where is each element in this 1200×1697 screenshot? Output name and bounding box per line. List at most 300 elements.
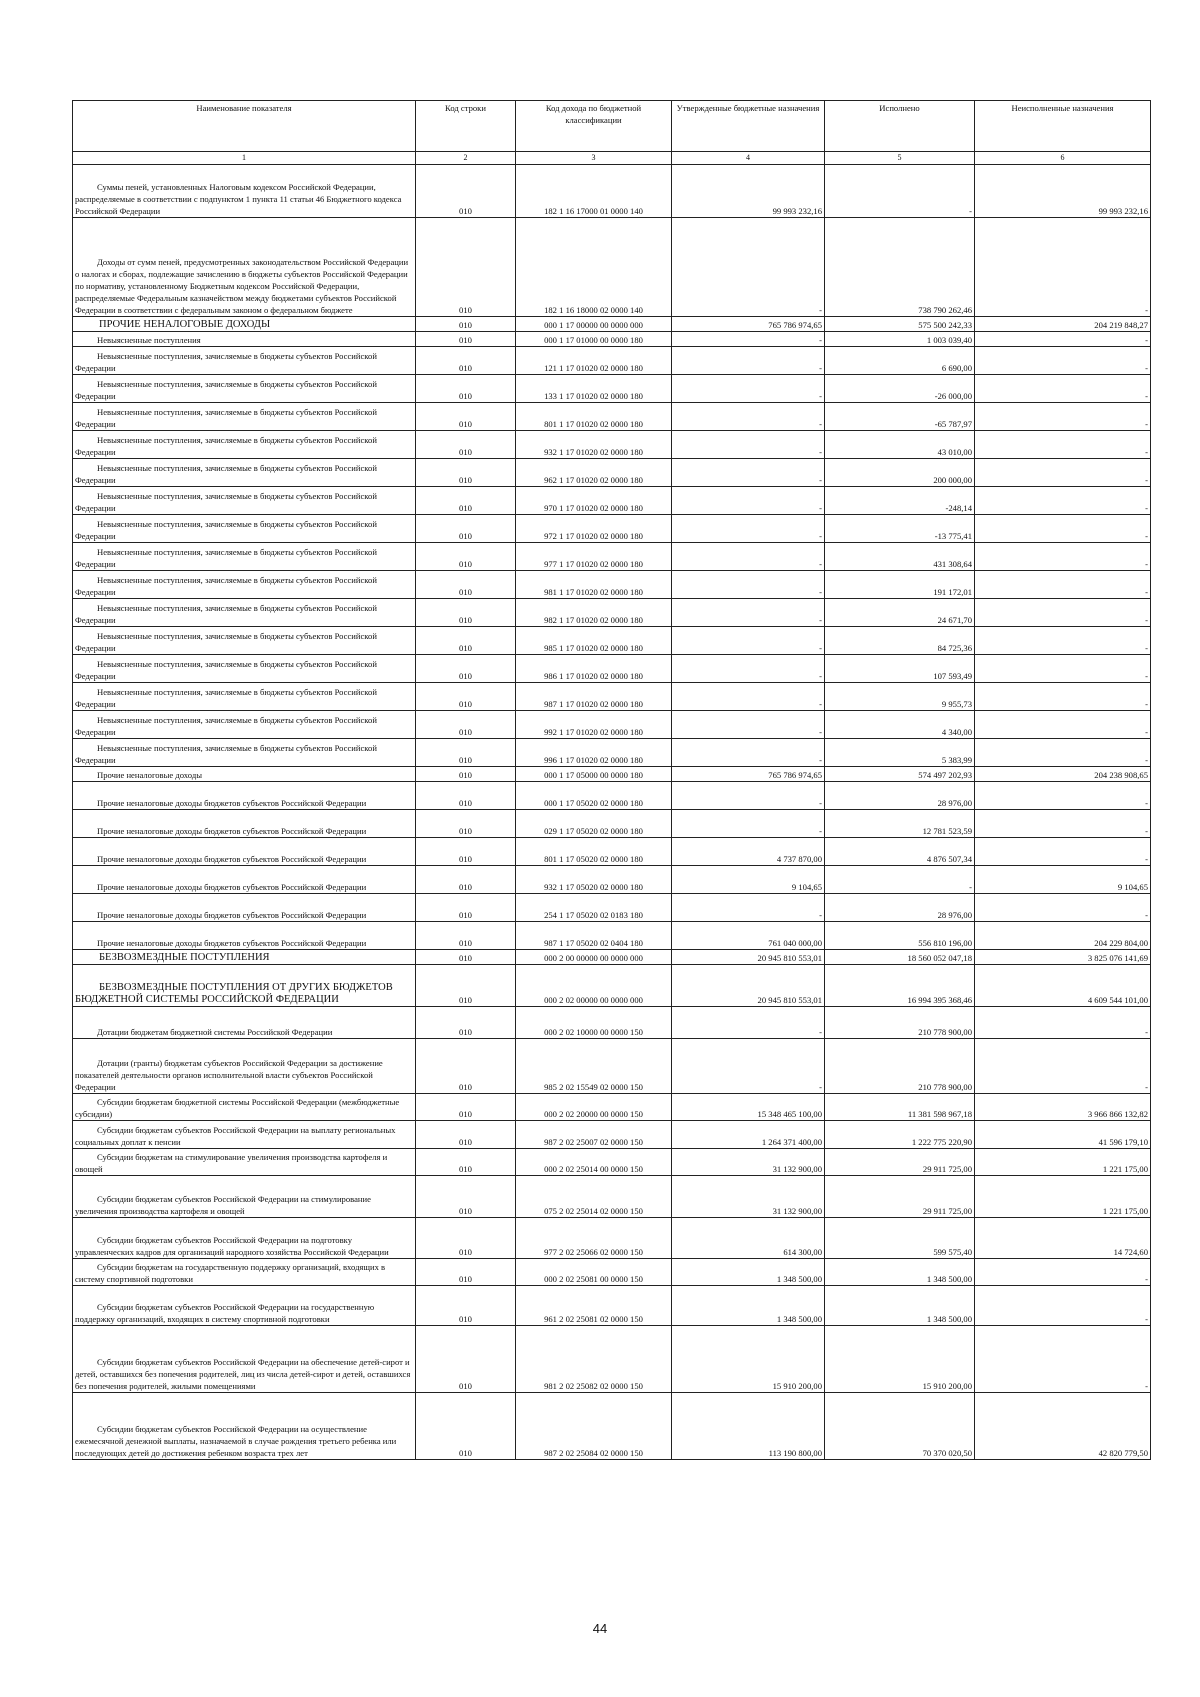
row-indicator-name-cell (73, 403, 416, 431)
row-unexecuted-amount: - (975, 218, 1151, 317)
row-income-code: 000 2 02 20000 00 0000 150 (516, 1094, 672, 1121)
row-unexecuted-amount: - (975, 332, 1151, 347)
row-executed-amount: 4 340,00 (825, 711, 975, 739)
row-executed-amount: 11 381 598 967,18 (825, 1094, 975, 1121)
row-indicator-name-cell (73, 739, 416, 767)
row-approved-amount: 113 190 800,00 (672, 1393, 825, 1460)
row-approved-amount: - (672, 431, 825, 459)
row-executed-amount: 12 781 523,59 (825, 810, 975, 838)
row-approved-amount: - (672, 487, 825, 515)
row-executed-amount: 1 003 039,40 (825, 332, 975, 347)
row-unexecuted-amount: - (975, 627, 1151, 655)
page-number: 44 (592, 1621, 608, 1636)
row-approved-amount: - (672, 627, 825, 655)
table-row (73, 1326, 1151, 1393)
row-approved-amount: - (672, 1007, 825, 1039)
table-row (73, 543, 1151, 571)
column-number-row (73, 152, 1151, 165)
row-executed-amount: 5 383,99 (825, 739, 975, 767)
row-approved-amount: 765 786 974,65 (672, 317, 825, 332)
row-income-code: 992 1 17 01020 02 0000 180 (516, 711, 672, 739)
row-approved-amount: - (672, 1039, 825, 1094)
row-income-code: 000 2 02 10000 00 0000 150 (516, 1007, 672, 1039)
table-row (73, 782, 1151, 810)
row-executed-amount: 191 172,01 (825, 571, 975, 599)
row-income-code: 075 2 02 25014 02 0000 150 (516, 1176, 672, 1218)
row-income-code: 000 2 02 00000 00 0000 000 (516, 965, 672, 1007)
row-approved-amount: - (672, 403, 825, 431)
row-indicator-name: Дотации (гранты) бюджетам субъектов Российской Федерации за достижение показателей деятельности органов исполнительной власти субъектов Российской Федерации (75, 1058, 383, 1092)
row-unexecuted-amount: - (975, 782, 1151, 810)
row-unexecuted-amount: 204 229 804,00 (975, 922, 1151, 950)
header-approved: Утвержденные бюджетные назначения (672, 101, 825, 152)
row-indicator-name-cell (73, 1007, 416, 1039)
row-approved-amount: - (672, 711, 825, 739)
row-unexecuted-amount: - (975, 599, 1151, 627)
row-indicator-name-cell (73, 683, 416, 711)
row-unexecuted-amount: - (975, 1286, 1151, 1326)
table-row (73, 894, 1151, 922)
table-row (73, 965, 1151, 1007)
row-line-code: 010 (416, 1326, 516, 1393)
row-indicator-name-cell (73, 332, 416, 347)
row-unexecuted-amount: - (975, 838, 1151, 866)
row-line-code: 010 (416, 1259, 516, 1286)
row-unexecuted-amount: - (975, 375, 1151, 403)
row-indicator-name: Субсидии бюджетам субъектов Российской Федерации на обеспечение детей-сирот и детей, оставшихся без попечения родителей, лиц из числа детей-сирот и детей, оставшихся без попечения родителей, жилыми помещениями (75, 1357, 411, 1391)
budget-report-table (72, 100, 1151, 1460)
table-row (73, 1393, 1151, 1460)
row-indicator-name-cell (73, 1121, 416, 1149)
row-executed-amount: 1 348 500,00 (825, 1259, 975, 1286)
row-unexecuted-amount: - (975, 543, 1151, 571)
table-row (73, 767, 1151, 782)
row-indicator-name-cell (73, 543, 416, 571)
row-indicator-name-cell (73, 782, 416, 810)
row-executed-amount: 9 955,73 (825, 683, 975, 711)
row-unexecuted-amount: - (975, 1326, 1151, 1393)
row-indicator-name: БЕЗВОЗМЕЗДНЫЕ ПОСТУПЛЕНИЯ ОТ ДРУГИХ БЮДЖЕТОВ БЮДЖЕТНОЙ СИСТЕМЫ РОССИЙСКОЙ ФЕДЕРАЦИИ (75, 982, 393, 1005)
column-number: 4 (672, 152, 825, 165)
row-indicator-name: Субсидии бюджетам субъектов Российской Федерации на осуществление ежемесячной денежной выплаты, назначаемой в случае рождения третьего ребенка или последующих детей до достижения ребенком возраста трех лет (75, 1424, 397, 1458)
row-unexecuted-amount: - (975, 515, 1151, 543)
row-income-code: 972 1 17 01020 02 0000 180 (516, 515, 672, 543)
row-executed-amount: 84 725,36 (825, 627, 975, 655)
row-executed-amount: 43 010,00 (825, 431, 975, 459)
row-executed-amount: 29 911 725,00 (825, 1176, 975, 1218)
row-approved-amount: - (672, 375, 825, 403)
table-row (73, 866, 1151, 894)
row-indicator-name: Субсидии бюджетам субъектов Российской Федерации на государственную поддержку организаций, входящих в систему спортивной подготовки (75, 1302, 375, 1324)
row-approved-amount: 99 993 232,16 (672, 165, 825, 218)
row-indicator-name: Суммы пеней, установленных Налоговым кодексом Российской Федерации, распределяемые в соответствии с подпунктом 1 пункта 11 статьи 46 Бюджетного кодекса Российской Федерации (75, 182, 402, 216)
row-line-code: 010 (416, 543, 516, 571)
row-line-code: 010 (416, 347, 516, 375)
row-line-code: 010 (416, 866, 516, 894)
row-executed-amount: 107 593,49 (825, 655, 975, 683)
row-approved-amount: 15 348 465 100,00 (672, 1094, 825, 1121)
row-line-code: 010 (416, 627, 516, 655)
row-indicator-name: Невыясненные поступления, зачисляемые в бюджеты субъектов Российской Федерации (75, 491, 377, 513)
row-line-code: 010 (416, 1094, 516, 1121)
row-line-code: 010 (416, 1218, 516, 1259)
row-indicator-name: Субсидии бюджетам на государственную поддержку организаций, входящих в систему спортивной подготовки (75, 1262, 386, 1284)
row-indicator-name-cell (73, 1393, 416, 1460)
row-indicator-name-cell (73, 599, 416, 627)
row-unexecuted-amount: - (975, 810, 1151, 838)
row-line-code: 010 (416, 922, 516, 950)
row-unexecuted-amount: - (975, 347, 1151, 375)
row-unexecuted-amount: - (975, 571, 1151, 599)
row-unexecuted-amount: - (975, 711, 1151, 739)
row-executed-amount: 431 308,64 (825, 543, 975, 571)
row-unexecuted-amount: 3 966 866 132,82 (975, 1094, 1151, 1121)
row-line-code: 010 (416, 1121, 516, 1149)
row-unexecuted-amount: - (975, 894, 1151, 922)
row-indicator-name-cell (73, 767, 416, 782)
row-unexecuted-amount: 99 993 232,16 (975, 165, 1151, 218)
row-executed-amount: -248,14 (825, 487, 975, 515)
row-indicator-name-cell (73, 1326, 416, 1393)
row-indicator-name-cell (73, 922, 416, 950)
table-row (73, 1218, 1151, 1259)
row-income-code: 987 2 02 25007 02 0000 150 (516, 1121, 672, 1149)
header-unexecuted: Неисполненные назначения (975, 101, 1151, 152)
row-indicator-name: БЕЗВОЗМЕЗДНЫЕ ПОСТУПЛЕНИЯ (99, 952, 270, 963)
row-line-code: 010 (416, 332, 516, 347)
row-indicator-name-cell (73, 571, 416, 599)
row-income-code: 985 2 02 15549 02 0000 150 (516, 1039, 672, 1094)
row-executed-amount: 28 976,00 (825, 782, 975, 810)
row-unexecuted-amount: 1 221 175,00 (975, 1149, 1151, 1176)
row-executed-amount: 1 348 500,00 (825, 1286, 975, 1326)
column-number: 1 (73, 152, 416, 165)
row-income-code: 121 1 17 01020 02 0000 180 (516, 347, 672, 375)
row-indicator-name-cell (73, 431, 416, 459)
row-indicator-name: Невыясненные поступления, зачисляемые в бюджеты субъектов Российской Федерации (75, 379, 377, 401)
table-row (73, 922, 1151, 950)
row-indicator-name: Невыясненные поступления, зачисляемые в бюджеты субъектов Российской Федерации (75, 687, 377, 709)
row-income-code: 977 2 02 25066 02 0000 150 (516, 1218, 672, 1259)
row-income-code: 985 1 17 01020 02 0000 180 (516, 627, 672, 655)
table-row (73, 347, 1151, 375)
row-unexecuted-amount: - (975, 487, 1151, 515)
header-row (73, 101, 1151, 152)
row-indicator-name-cell (73, 1286, 416, 1326)
row-income-code: 962 1 17 01020 02 0000 180 (516, 459, 672, 487)
row-indicator-name: Прочие неналоговые доходы (97, 770, 202, 780)
row-executed-amount: 28 976,00 (825, 894, 975, 922)
row-approved-amount: - (672, 515, 825, 543)
row-indicator-name-cell (73, 627, 416, 655)
row-indicator-name: Невыясненные поступления, зачисляемые в бюджеты субъектов Российской Федерации (75, 575, 377, 597)
row-indicator-name: Невыясненные поступления, зачисляемые в бюджеты субъектов Российской Федерации (75, 519, 377, 541)
row-executed-amount: 16 994 395 368,46 (825, 965, 975, 1007)
table-row (73, 1259, 1151, 1286)
row-indicator-name-cell (73, 459, 416, 487)
row-indicator-name-cell (73, 347, 416, 375)
column-number: 3 (516, 152, 672, 165)
row-income-code: 000 1 17 05020 02 0000 180 (516, 782, 672, 810)
row-indicator-name-cell (73, 810, 416, 838)
row-unexecuted-amount: 14 724,60 (975, 1218, 1151, 1259)
table-row (73, 1094, 1151, 1121)
row-line-code: 010 (416, 1393, 516, 1460)
table-row (73, 375, 1151, 403)
row-unexecuted-amount: 204 219 848,27 (975, 317, 1151, 332)
row-line-code: 010 (416, 1286, 516, 1326)
row-line-code: 010 (416, 950, 516, 965)
row-executed-amount: 18 560 052 047,18 (825, 950, 975, 965)
row-indicator-name-cell (73, 218, 416, 317)
row-unexecuted-amount: - (975, 655, 1151, 683)
row-executed-amount: 738 790 262,46 (825, 218, 975, 317)
row-income-code: 981 2 02 25082 02 0000 150 (516, 1326, 672, 1393)
table-row (73, 1286, 1151, 1326)
row-indicator-name: Невыясненные поступления, зачисляемые в бюджеты субъектов Российской Федерации (75, 435, 377, 457)
row-approved-amount: - (672, 347, 825, 375)
row-approved-amount: - (672, 332, 825, 347)
row-executed-amount: 575 500 242,33 (825, 317, 975, 332)
row-line-code: 010 (416, 403, 516, 431)
column-number: 5 (825, 152, 975, 165)
row-indicator-name-cell (73, 1218, 416, 1259)
row-indicator-name-cell (73, 375, 416, 403)
row-line-code: 010 (416, 683, 516, 711)
row-unexecuted-amount: 3 825 076 141,69 (975, 950, 1151, 965)
row-indicator-name-cell (73, 1094, 416, 1121)
row-line-code: 010 (416, 599, 516, 627)
row-income-code: 000 2 02 25014 00 0000 150 (516, 1149, 672, 1176)
row-unexecuted-amount: 9 104,65 (975, 866, 1151, 894)
table-row (73, 165, 1151, 218)
row-indicator-name: Невыясненные поступления (97, 335, 201, 345)
row-unexecuted-amount: - (975, 459, 1151, 487)
row-approved-amount: - (672, 655, 825, 683)
row-line-code: 010 (416, 810, 516, 838)
row-unexecuted-amount: 42 820 779,50 (975, 1393, 1151, 1460)
row-executed-amount: 210 778 900,00 (825, 1007, 975, 1039)
row-executed-amount: 1 222 775 220,90 (825, 1121, 975, 1149)
row-approved-amount: - (672, 739, 825, 767)
row-executed-amount: 200 000,00 (825, 459, 975, 487)
row-executed-amount: 4 876 507,34 (825, 838, 975, 866)
row-indicator-name: Невыясненные поступления, зачисляемые в бюджеты субъектов Российской Федерации (75, 603, 377, 625)
row-approved-amount: - (672, 683, 825, 711)
row-indicator-name-cell (73, 317, 416, 332)
row-executed-amount: 210 778 900,00 (825, 1039, 975, 1094)
table-row (73, 571, 1151, 599)
row-indicator-name: Невыясненные поступления, зачисляемые в бюджеты субъектов Российской Федерации (75, 715, 377, 737)
header-indicator-name: Наименование показателя (73, 101, 416, 152)
table-row (73, 515, 1151, 543)
row-approved-amount: - (672, 218, 825, 317)
row-unexecuted-amount: - (975, 683, 1151, 711)
row-income-code: 932 1 17 05020 02 0000 180 (516, 866, 672, 894)
row-line-code: 010 (416, 1149, 516, 1176)
row-approved-amount: - (672, 894, 825, 922)
row-indicator-name: Невыясненные поступления, зачисляемые в бюджеты субъектов Российской Федерации (75, 659, 377, 681)
row-income-code: 932 1 17 01020 02 0000 180 (516, 431, 672, 459)
row-indicator-name-cell (73, 165, 416, 218)
row-line-code: 010 (416, 1007, 516, 1039)
table-row (73, 711, 1151, 739)
row-approved-amount: - (672, 459, 825, 487)
row-approved-amount: 1 264 371 400,00 (672, 1121, 825, 1149)
row-line-code: 010 (416, 894, 516, 922)
row-approved-amount: - (672, 599, 825, 627)
row-indicator-name-cell (73, 1039, 416, 1094)
table-row (73, 1039, 1151, 1094)
row-unexecuted-amount: - (975, 1259, 1151, 1286)
row-executed-amount: 29 911 725,00 (825, 1149, 975, 1176)
row-approved-amount: - (672, 810, 825, 838)
table-row (73, 1176, 1151, 1218)
row-indicator-name-cell (73, 1259, 416, 1286)
row-indicator-name: Субсидии бюджетам субъектов Российской Федерации на подготовку управленческих кадров для организаций народного хозяйства Российской Федерации (75, 1235, 389, 1257)
row-approved-amount: 4 737 870,00 (672, 838, 825, 866)
row-income-code: 801 1 17 05020 02 0000 180 (516, 838, 672, 866)
row-income-code: 982 1 17 01020 02 0000 180 (516, 599, 672, 627)
row-indicator-name-cell (73, 950, 416, 965)
row-income-code: 000 1 17 01000 00 0000 180 (516, 332, 672, 347)
row-indicator-name-cell (73, 965, 416, 1007)
header-income-code: Код дохода по бюджетной классификации (516, 101, 672, 152)
row-executed-amount: - (825, 866, 975, 894)
row-approved-amount: 761 040 000,00 (672, 922, 825, 950)
row-indicator-name: Невыясненные поступления, зачисляемые в бюджеты субъектов Российской Федерации (75, 547, 377, 569)
table-row (73, 1007, 1151, 1039)
row-indicator-name-cell (73, 655, 416, 683)
row-income-code: 970 1 17 01020 02 0000 180 (516, 487, 672, 515)
row-approved-amount: - (672, 543, 825, 571)
row-indicator-name: Доходы от сумм пеней, предусмотренных законодательством Российской Федерации о налогах и сборах, подлежащие зачислению в бюджеты субъектов Российской Федерации по нормативу, установленному Бюджетным кодексом Российской Федерации, распределяемые Федеральным казначейством между бюджетами субъектов Российской Федерации в соответствии с федеральным законом о федеральном бюджете (75, 257, 409, 315)
row-income-code: 000 2 00 00000 00 0000 000 (516, 950, 672, 965)
row-approved-amount: - (672, 571, 825, 599)
row-line-code: 010 (416, 1039, 516, 1094)
row-executed-amount: 15 910 200,00 (825, 1326, 975, 1393)
row-approved-amount: 31 132 900,00 (672, 1149, 825, 1176)
row-income-code: 986 1 17 01020 02 0000 180 (516, 655, 672, 683)
table-row (73, 683, 1151, 711)
header-line-code: Код строки (416, 101, 516, 152)
row-executed-amount: -26 000,00 (825, 375, 975, 403)
row-income-code: 254 1 17 05020 02 0183 180 (516, 894, 672, 922)
row-indicator-name: Субсидии бюджетам на стимулирование увеличения производства картофеля и овощей (75, 1152, 388, 1174)
row-income-code: 000 1 17 05000 00 0000 180 (516, 767, 672, 782)
row-executed-amount: 574 497 202,93 (825, 767, 975, 782)
row-unexecuted-amount: - (975, 403, 1151, 431)
row-line-code: 010 (416, 965, 516, 1007)
table-row (73, 655, 1151, 683)
table-row (73, 403, 1151, 431)
row-approved-amount: 20 945 810 553,01 (672, 950, 825, 965)
row-line-code: 010 (416, 838, 516, 866)
row-indicator-name-cell (73, 1176, 416, 1218)
row-line-code: 010 (416, 782, 516, 810)
table-row (73, 459, 1151, 487)
row-unexecuted-amount: 41 596 179,10 (975, 1121, 1151, 1149)
row-indicator-name: ПРОЧИЕ НЕНАЛОГОВЫЕ ДОХОДЫ (99, 319, 271, 330)
row-executed-amount: 70 370 020,50 (825, 1393, 975, 1460)
row-indicator-name: Субсидии бюджетам субъектов Российской Федерации на выплату региональных социальных доплат к пенсии (75, 1125, 396, 1147)
row-approved-amount: 765 786 974,65 (672, 767, 825, 782)
table-row (73, 810, 1151, 838)
row-executed-amount: 24 671,70 (825, 599, 975, 627)
row-line-code: 010 (416, 459, 516, 487)
row-indicator-name: Прочие неналоговые доходы бюджетов субъектов Российской Федерации (97, 826, 367, 836)
row-line-code: 010 (416, 711, 516, 739)
table-header (73, 101, 1151, 165)
row-indicator-name: Невыясненные поступления, зачисляемые в бюджеты субъектов Российской Федерации (75, 743, 377, 765)
table-row (73, 838, 1151, 866)
row-indicator-name-cell (73, 894, 416, 922)
row-income-code: 996 1 17 01020 02 0000 180 (516, 739, 672, 767)
row-unexecuted-amount: - (975, 1007, 1151, 1039)
row-income-code: 987 1 17 01020 02 0000 180 (516, 683, 672, 711)
row-approved-amount: 20 945 810 553,01 (672, 965, 825, 1007)
row-indicator-name: Невыясненные поступления, зачисляемые в бюджеты субъектов Российской Федерации (75, 407, 377, 429)
table-row (73, 1149, 1151, 1176)
row-approved-amount: 1 348 500,00 (672, 1286, 825, 1326)
row-indicator-name-cell (73, 515, 416, 543)
row-indicator-name-cell (73, 711, 416, 739)
row-indicator-name-cell (73, 838, 416, 866)
row-income-code: 000 2 02 25081 00 0000 150 (516, 1259, 672, 1286)
row-income-code: 182 1 16 18000 02 0000 140 (516, 218, 672, 317)
row-approved-amount: 9 104,65 (672, 866, 825, 894)
column-number: 6 (975, 152, 1151, 165)
row-indicator-name: Прочие неналоговые доходы бюджетов субъектов Российской Федерации (97, 910, 367, 920)
table-row (73, 317, 1151, 332)
row-line-code: 010 (416, 317, 516, 332)
table-row (73, 950, 1151, 965)
row-approved-amount: 1 348 500,00 (672, 1259, 825, 1286)
row-line-code: 010 (416, 515, 516, 543)
row-income-code: 987 2 02 25084 02 0000 150 (516, 1393, 672, 1460)
row-income-code: 987 1 17 05020 02 0404 180 (516, 922, 672, 950)
table-row (73, 739, 1151, 767)
row-line-code: 010 (416, 767, 516, 782)
row-executed-amount: -13 775,41 (825, 515, 975, 543)
table-row (73, 627, 1151, 655)
row-indicator-name: Невыясненные поступления, зачисляемые в бюджеты субъектов Российской Федерации (75, 631, 377, 653)
table-row (73, 218, 1151, 317)
row-line-code: 010 (416, 487, 516, 515)
row-unexecuted-amount: - (975, 739, 1151, 767)
row-income-code: 801 1 17 01020 02 0000 180 (516, 403, 672, 431)
row-approved-amount: 614 300,00 (672, 1218, 825, 1259)
row-indicator-name: Невыясненные поступления, зачисляемые в бюджеты субъектов Российской Федерации (75, 351, 377, 373)
row-unexecuted-amount: 1 221 175,00 (975, 1176, 1151, 1218)
row-line-code: 010 (416, 375, 516, 403)
row-executed-amount: 6 690,00 (825, 347, 975, 375)
row-indicator-name: Прочие неналоговые доходы бюджетов субъектов Российской Федерации (97, 882, 367, 892)
row-income-code: 029 1 17 05020 02 0000 180 (516, 810, 672, 838)
row-executed-amount: -65 787,97 (825, 403, 975, 431)
row-indicator-name: Дотации бюджетам бюджетной системы Российской Федерации (97, 1027, 333, 1037)
row-income-code: 961 2 02 25081 02 0000 150 (516, 1286, 672, 1326)
row-indicator-name-cell (73, 487, 416, 515)
row-indicator-name-cell (73, 1149, 416, 1176)
row-line-code: 010 (416, 1176, 516, 1218)
row-indicator-name-cell (73, 866, 416, 894)
row-unexecuted-amount: - (975, 431, 1151, 459)
row-indicator-name: Прочие неналоговые доходы бюджетов субъектов Российской Федерации (97, 798, 367, 808)
row-indicator-name: Прочие неналоговые доходы бюджетов субъектов Российской Федерации (97, 938, 367, 948)
row-approved-amount: 31 132 900,00 (672, 1176, 825, 1218)
row-line-code: 010 (416, 739, 516, 767)
